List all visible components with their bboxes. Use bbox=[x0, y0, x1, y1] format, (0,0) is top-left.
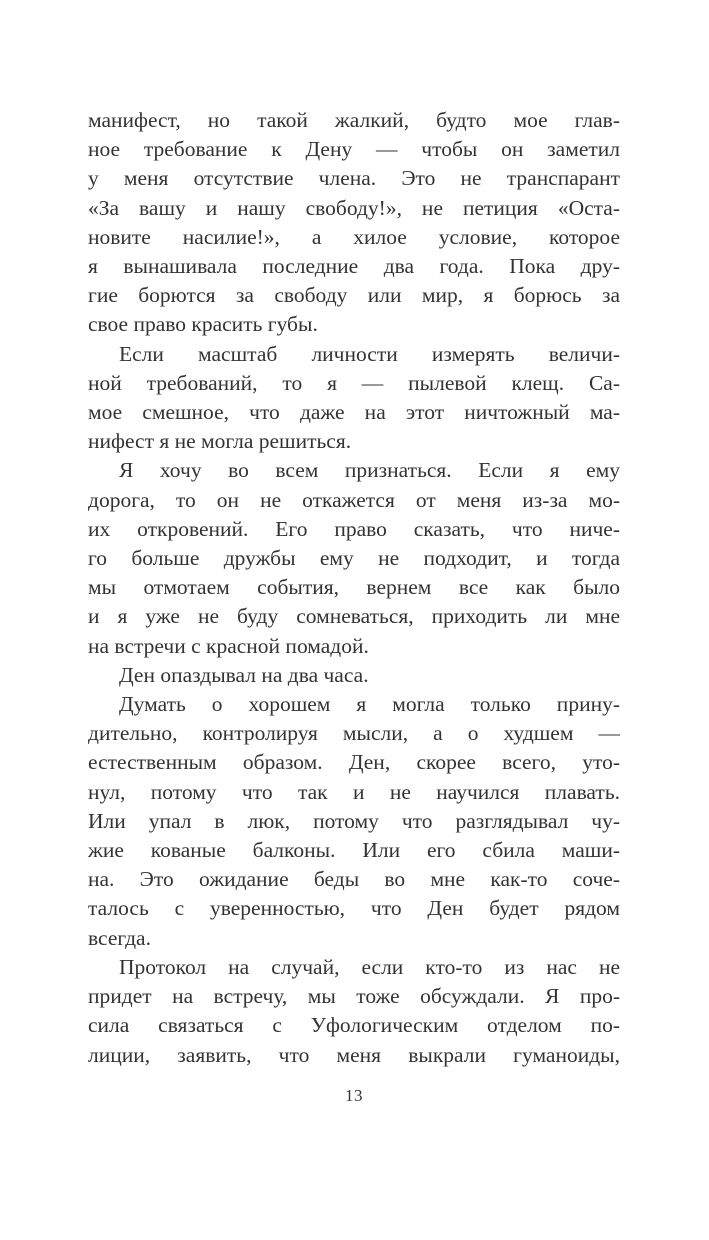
text-line: Я хочу во всем признаться. Если я ему bbox=[119, 458, 620, 483]
text-line: на встречи с красной помадой. bbox=[88, 633, 369, 658]
text-line: всегда. bbox=[88, 925, 151, 950]
text-line: Или упал в люк, потому что разглядывал чу- bbox=[88, 808, 620, 833]
paragraph bbox=[88, 456, 620, 660]
paragraph bbox=[88, 106, 620, 340]
text-line: талось с уверенностью, что Ден будет рядом bbox=[88, 896, 620, 921]
text-line: ной требований, то я — пылевой клещ. Са- bbox=[88, 370, 620, 395]
text-line: мое смешное, что даже на этот ничтожный ма- bbox=[88, 400, 620, 425]
text-line: нифест я не могла решиться. bbox=[88, 429, 352, 454]
text-line: нул, потому что так и не научился плавать. bbox=[88, 779, 620, 804]
text-line: Думать о хорошем я могла только прину- bbox=[119, 692, 620, 717]
text-line: дорога, то он не откажется от меня из-за мо- bbox=[88, 487, 620, 512]
text-line: гие борются за свободу или мир, я борюсь за bbox=[88, 283, 620, 308]
text-line: го больше дружбы ему не подходит, и тогда bbox=[88, 546, 620, 571]
text-line: манифест, но такой жалкий, будто мое глав- bbox=[88, 108, 620, 132]
text-line: «За вашу и нашу свободу!», не петиция «Оста- bbox=[88, 195, 620, 220]
paragraph bbox=[88, 340, 620, 457]
text-line: жие кованые балконы. Или его сбила маши- bbox=[88, 838, 620, 863]
text-line: естественным образом. Ден, скорее всего, уто- bbox=[88, 750, 620, 775]
text-line: их откровений. Его право сказать, что ниче- bbox=[88, 516, 620, 541]
text-line: на. Это ожидание беды во мне как-то соче- bbox=[88, 867, 620, 892]
text-line: и я уже не буду сомневаться, приходить ли мне bbox=[88, 604, 620, 629]
text-line: мы отмотаем события, вернем все как было bbox=[88, 575, 620, 600]
text-line: придет на встречу, мы тоже обсуждали. Я про- bbox=[88, 984, 620, 1009]
text-line: новите насилие!», а хилое условие, которое bbox=[88, 224, 620, 249]
text-line: дительно, контролируя мысли, а о худшем — bbox=[88, 721, 620, 746]
text-line: Если масштаб личности измерять величи- bbox=[119, 341, 620, 366]
paragraph bbox=[88, 953, 620, 1070]
text-line: Протокол на случай, если кто-то из нас не bbox=[119, 954, 620, 979]
text-line: свое право красить губы. bbox=[88, 312, 318, 337]
text-line: я вынашивала последние два года. Пока дру- bbox=[88, 254, 620, 279]
page-number: 13 bbox=[345, 1086, 363, 1105]
text-block bbox=[88, 106, 620, 1070]
text-line: ное требование к Дену — чтобы он заметил bbox=[88, 137, 620, 162]
text-line: лиции, заявить, что меня выкрали гуманоиды, bbox=[88, 1042, 620, 1067]
text-line: Ден опаздывал на два часа. bbox=[119, 662, 369, 687]
paragraph bbox=[88, 690, 620, 953]
text-line: у меня отсутствие члена. Это не транспарант bbox=[88, 166, 620, 191]
text-line: сила связаться с Уфологическим отделом по- bbox=[88, 1013, 620, 1038]
paragraph bbox=[88, 661, 620, 690]
